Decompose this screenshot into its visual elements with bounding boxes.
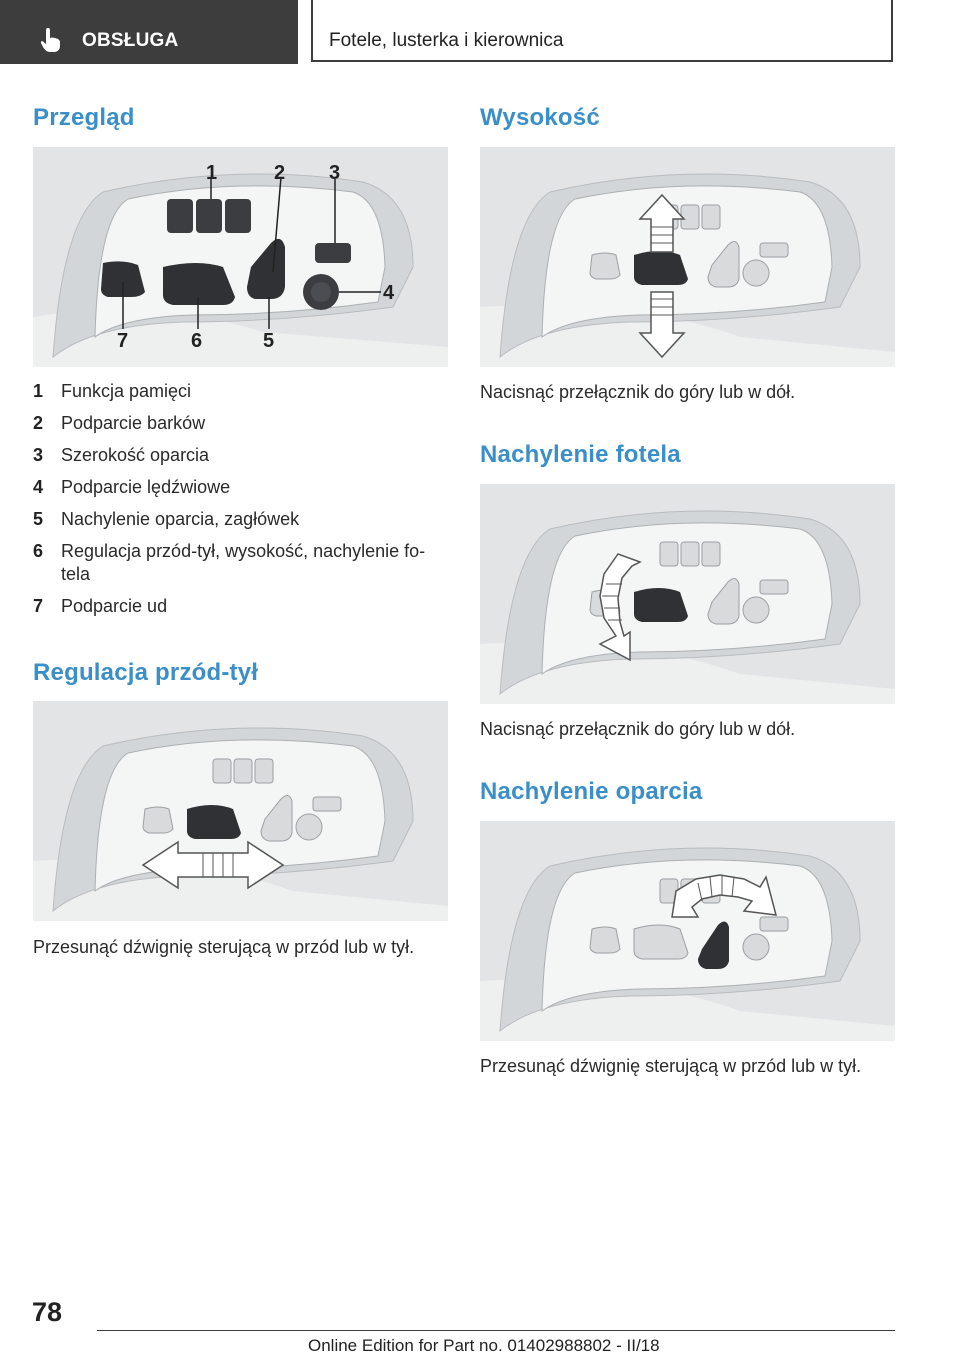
callout-4: 4 [383,282,395,304]
section-tab[interactable] [0,0,298,64]
footer-divider [97,1330,895,1331]
list-item [33,476,448,499]
item-text: Regulacja przód-tył, wysokość, nachylenie fo-tela [61,541,426,584]
list-item [33,508,448,531]
item-text: Podparcie lędźwiowe [61,477,231,497]
list-item [33,412,448,435]
seat-controls-overview-figure [33,147,448,367]
item-text: Podparcie ud [61,596,168,616]
item-text: Funkcja pamięci [61,381,192,401]
callout-3: 3 [329,162,341,184]
overview-heading: Przegląd [33,104,135,131]
item-number: 2 [33,413,44,433]
footer-edition: Online Edition for Part no. 01402988802 - II/18 [308,1336,660,1355]
height-heading: Wysokość [480,104,600,131]
callout-6: 6 [191,330,203,352]
backrest-tilt-figure [480,821,895,1041]
item-text: Nachylenie oparcia, zagłówek [61,509,300,529]
list-item [33,595,448,618]
seat-tilt-heading: Nachylenie fotela [480,441,681,468]
seat-tilt-instruction: Nacisnąć przełącznik do góry lub w dół. [480,719,796,739]
seat-tilt-figure [480,484,895,704]
chapter-tab[interactable] [311,0,893,62]
backrest-tilt-instruction: Przesunąć dźwignię sterującą w przód lub w tył. [480,1056,862,1076]
chapter-title: Fotele, lusterka i kierownica [329,30,564,51]
list-item [33,380,448,403]
item-number: 5 [33,509,44,529]
list-item [33,540,448,586]
item-number: 7 [33,596,44,616]
pointing-hand-icon [40,27,64,53]
item-number: 1 [33,381,44,401]
callout-7: 7 [117,330,129,352]
page-number: 78 [32,1297,63,1327]
backrest-tilt-heading: Nachylenie oparcia [480,778,703,805]
fore-aft-instruction: Przesunąć dźwignię sterującą w przód lub w tył. [33,937,415,957]
item-number: 3 [33,445,44,465]
item-number: 6 [33,541,44,561]
callout-2: 2 [274,162,286,184]
item-text: Szerokość oparcia [61,445,210,465]
fore-aft-figure [33,701,448,921]
callout-5: 5 [263,330,275,352]
height-figure [480,147,895,367]
item-text: Podparcie barków [61,413,206,433]
overview-legend-list [33,380,448,627]
callout-1: 1 [206,162,218,184]
fore-aft-heading: Regulacja przód-tył [33,659,259,686]
section-label: OBSŁUGA [82,30,179,51]
item-number: 4 [33,477,44,497]
height-instruction: Nacisnąć przełącznik do góry lub w dół. [480,382,796,402]
list-item [33,444,448,467]
